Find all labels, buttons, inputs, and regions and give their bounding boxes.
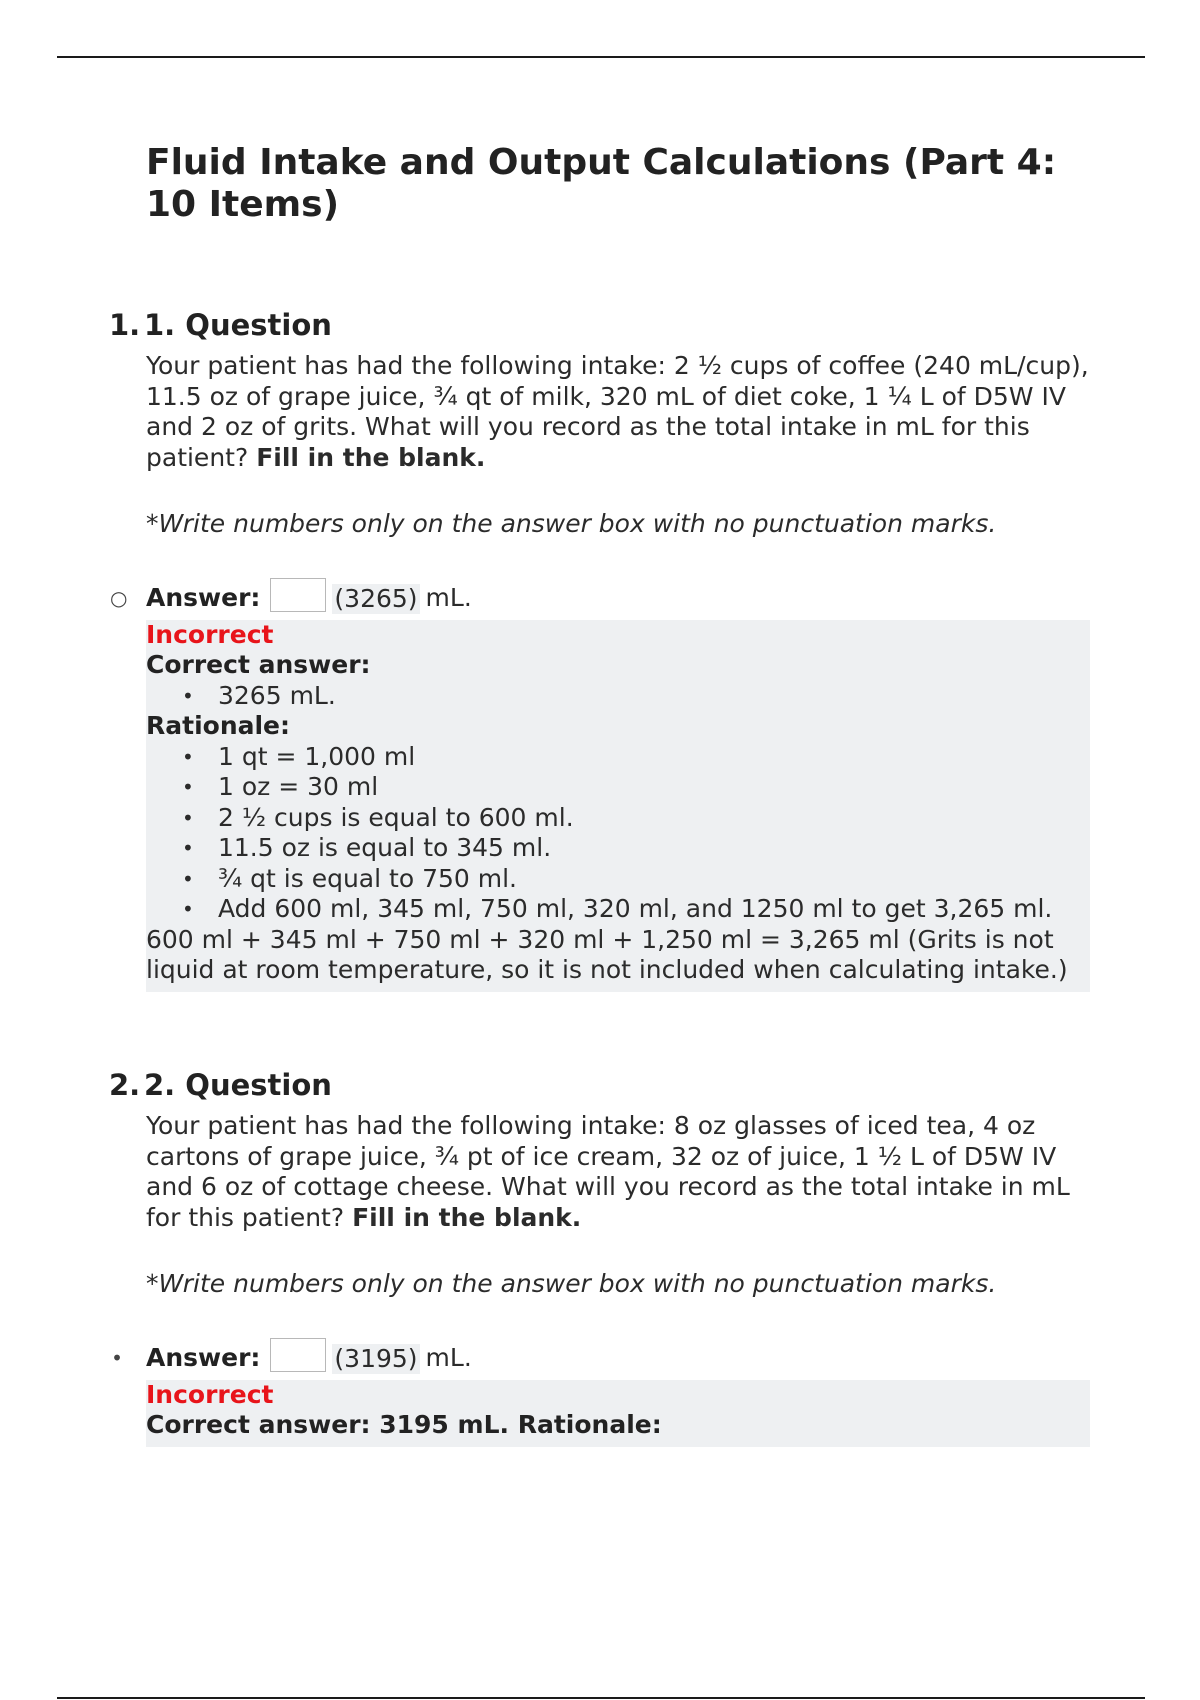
fill-in-instruction: Fill in the blank. bbox=[352, 1202, 582, 1232]
status-incorrect: Incorrect bbox=[146, 1379, 274, 1409]
question-body bbox=[146, 1111, 1090, 1300]
answer-label: Answer: bbox=[146, 582, 261, 612]
status-incorrect: Incorrect bbox=[146, 619, 274, 649]
answer-radio-icon: ○ bbox=[110, 585, 128, 610]
bottom-rule bbox=[57, 1697, 1145, 1699]
top-rule bbox=[57, 56, 1145, 58]
question-2 bbox=[0, 1065, 1200, 1447]
list-item: • 3265 mL. bbox=[146, 681, 1090, 712]
list-item: • 2 ½ cups is equal to 600 ml. bbox=[146, 803, 1090, 834]
fill-in-instruction: Fill in the blank. bbox=[256, 442, 486, 472]
correct-answer-inline: Correct answer: 3195 mL. Rationale: bbox=[146, 1410, 662, 1439]
answer-block bbox=[110, 576, 1090, 992]
rationale-label: Rationale: bbox=[146, 711, 291, 740]
list-item: • 1 oz = 30 ml bbox=[146, 772, 1090, 803]
answer-note: *Write numbers only on the answer box with no punctuation marks. bbox=[146, 1269, 997, 1298]
answer-note: *Write numbers only on the answer box with no punctuation marks. bbox=[146, 509, 997, 538]
list-item: • 1 qt = 1,000 ml bbox=[146, 742, 1090, 773]
feedback-panel bbox=[146, 1380, 1090, 1447]
rationale-summary: 600 ml + 345 ml + 750 ml + 320 ml + 1,250 ml = 3,265 ml (Grits is not liquid at room temperature, so it is not included when calculating intake.) bbox=[146, 924, 1068, 984]
rationale-list bbox=[146, 742, 1090, 925]
list-item: • 11.5 oz is equal to 345 ml. bbox=[146, 833, 1090, 864]
question-heading bbox=[0, 305, 1200, 345]
question-title: 1. Question bbox=[144, 308, 332, 342]
answer-unit: mL. bbox=[425, 1342, 472, 1372]
page-title: Fluid Intake and Output Calculations (Part 4: 10 Items) bbox=[146, 142, 1057, 225]
correct-answer-list bbox=[146, 681, 1090, 712]
correct-answer-label: Correct answer: bbox=[146, 650, 371, 679]
question-number: 2. bbox=[109, 1068, 141, 1102]
answer-line bbox=[146, 1336, 1090, 1380]
question-heading bbox=[0, 1065, 1200, 1105]
list-item: • ¾ qt is equal to 750 ml. bbox=[146, 864, 1090, 895]
question-text: Your patient has had the following intake: 2 ½ cups of coffee (240 mL/cup), 11.5 oz of grape juice, ¾ qt of milk, 320 mL of diet coke, 1 ¼ L of D5W IV and 2 oz of grits. What will you record as the total intake in mL for this patient? Fill in the blank. bbox=[146, 351, 1089, 472]
question-1 bbox=[0, 305, 1200, 992]
answer-input[interactable] bbox=[270, 578, 326, 612]
feedback-panel bbox=[146, 620, 1090, 992]
list-item: • Add 600 ml, 345 ml, 750 ml, 320 ml, and 1250 ml to get 3,265 ml. bbox=[146, 894, 1090, 925]
question-title: 2. Question bbox=[144, 1068, 332, 1102]
question-body bbox=[146, 351, 1090, 540]
answer-bullet-icon: • bbox=[111, 1345, 123, 1370]
answer-block bbox=[111, 1336, 1090, 1447]
answer-label: Answer: bbox=[146, 1342, 261, 1372]
answer-input[interactable] bbox=[270, 1338, 326, 1372]
question-number: 1. bbox=[109, 308, 141, 342]
answer-line bbox=[146, 576, 1090, 620]
submitted-answer: (3195) bbox=[334, 1343, 418, 1373]
submitted-answer: (3265) bbox=[334, 583, 418, 613]
answer-unit: mL. bbox=[425, 582, 472, 612]
question-text: Your patient has had the following intake: 8 oz glasses of iced tea, 4 oz cartons of grape juice, ¾ pt of ice cream, 32 oz of juice, 1 ½ L of D5W IV and 6 oz of cottage cheese. What will you record as the total intake in mL for this patient? Fill in the blank. bbox=[146, 1111, 1070, 1232]
